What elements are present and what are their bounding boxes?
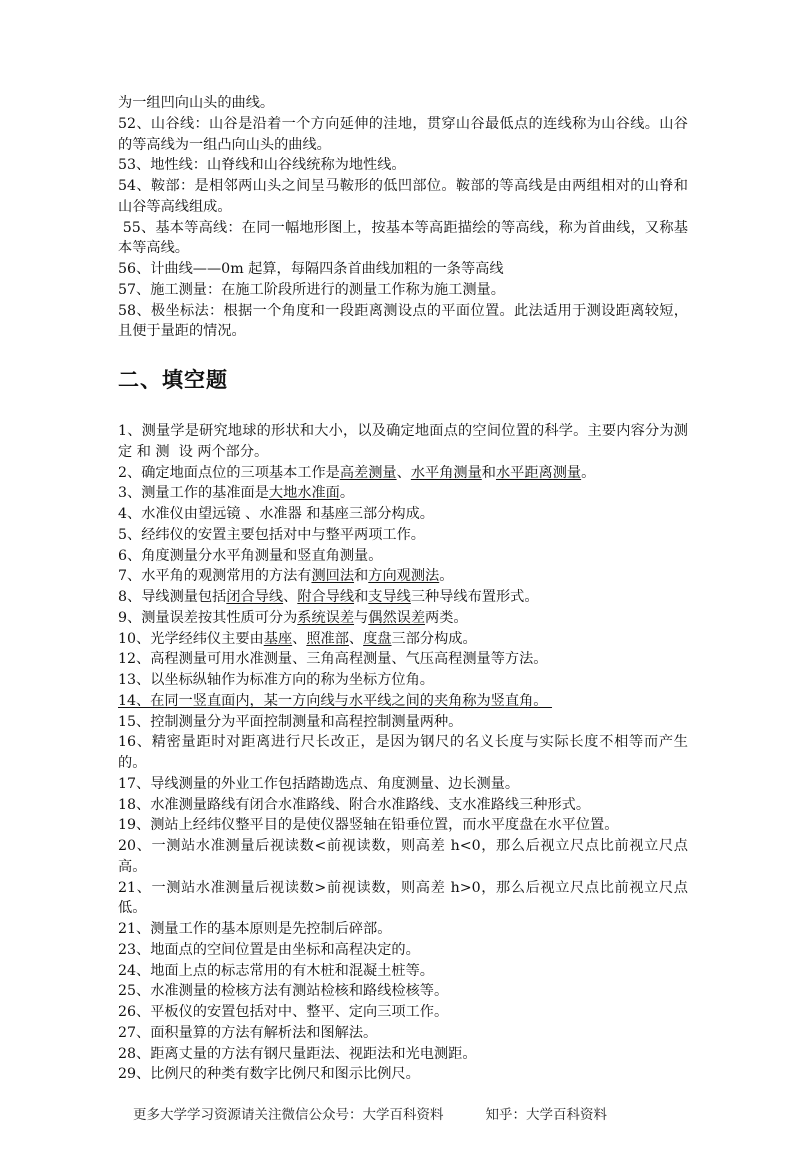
text-segment: 。 [439,568,454,585]
text-segment: 10、光学经纬仪主要由 [118,630,264,647]
text-segment: 27、面积量算的方法有解析法和图解法。 [118,1024,378,1041]
text-segment: 4、水准仪由望远镜 、水准器 和基座三部分构成。 [118,506,434,522]
paragraph [118,629,688,650]
text-segment: 56、计曲线——0m 起算，每隔四条首曲线加粗的一条等高线 [118,261,504,277]
underlined-answer: 水平距离测量 [495,464,582,481]
paragraph [118,546,688,567]
section-heading: 二、填空题 [118,368,228,392]
text-segment: 1、测量学是研究地球的形状和大小，以及确定地面点的空间位置的科学。主要内容分为测定 和 测 设 两个部分。 [118,423,688,460]
paragraph [118,218,688,260]
text-segment: 。 [581,464,596,481]
footer [133,1105,698,1125]
text-segment: 8、导线测量包括 [118,589,227,605]
paragraph [118,919,688,940]
underlined-answer: 大地水准面 [268,485,340,502]
text-segment: 、 [283,589,298,605]
paragraph [118,587,688,608]
text-segment: 25、水准测量的检核方法有测站检核和路线检核等。 [118,983,449,1000]
text-segment: 26、平板仪的安置包括对中、整平、定向三项工作。 [118,1004,449,1020]
text-segment: 、 [396,464,411,481]
text-segment: 。 [339,485,355,502]
underlined-answer: 14、在同一竖直面内，某一方向线与水平线之间的夹角称为竖直角。 [118,692,553,709]
text-segment: 55、基本等高线：在同一幅地形图上，按基本等高距描绘的等高线，称为首曲线，又称基本等高线。 [118,219,688,257]
text-segment: 21、一测站水准测量后视读数>前视读数，则高差 h>0，那么后视立尺点比前视立尺点低。 [118,879,688,917]
text-segment: 7、水平角的观测常用的方法有 [118,568,312,585]
underlined-answer: 高差测量 [339,464,397,481]
text-segment: 、 [292,630,307,647]
paragraph [118,1064,688,1085]
text-segment: 20、一测站水准测量后视读数<前视读数，则高差 h<0，那么后视立尺点比前视立尺点高。 [118,838,688,875]
underlined-answer: 度盘 [363,630,392,647]
text-segment: 52、山谷线：山谷是沿着一个方向延伸的洼地，贯穿山谷最低点的连线称为山谷线。山谷的等高线为一组凸向山头的曲线。 [118,115,688,153]
paragraph [118,504,688,525]
text-segment: 13、以坐标纵轴作为标准方向的称为坐标方位角。 [118,672,434,688]
paragraph [118,815,688,836]
text-segment: 54、鞍部：是相邻两山头之间呈马鞍形的低凹部位。鞍部的等高线是由两组相对的山脊和山谷等高线组成。 [118,178,688,215]
paragraph [118,691,688,712]
paragraph [118,774,688,795]
text-segment: 和 [481,464,496,481]
paragraph [118,155,688,176]
underlined-answer: 系统误差 [297,609,355,626]
definitions-section [118,93,688,342]
footer-zhihu-note: 知乎：大学百科资料 [485,1107,607,1123]
text-segment: 和 [354,589,369,605]
text-segment: 5、经纬仪的安置主要包括对中与整平两项工作。 [118,526,425,543]
underlined-answer: 支导线 [368,589,411,605]
text-segment: 18、水准测量路线有闭合水准路线、附合水准路线、支水准路线三种形式。 [118,796,591,813]
paragraph [118,1044,688,1065]
paragraph [118,795,688,816]
text-segment: 23、地面点的空间位置是由坐标和高程决定的。 [118,941,420,958]
text-segment: 三部分构成。 [391,630,477,647]
fill-in-blank-section [118,421,688,1085]
text-segment: 和 [354,568,369,585]
paragraph [118,1023,688,1044]
underlined-answer: 附合导线 [297,589,355,605]
paragraph [118,463,688,484]
underlined-answer: 基座 [263,630,293,647]
text-segment: 两类。 [425,609,468,626]
text-segment: 与 [354,609,369,626]
paragraph [118,566,688,587]
paragraph [118,301,688,343]
text-segment: 28、距离丈量的方法有钢尺量距法、视距法和光电测距。 [118,1045,477,1062]
paragraph [118,649,688,670]
paragraph [118,981,688,1002]
underlined-answer: 水平角测量 [410,464,482,481]
text-segment: 3、测量工作的基准面是 [118,485,269,502]
text-segment: 9、测量误差按其性质可分为 [118,609,298,626]
text-segment: 2、确定地面点位的三项基本工作是 [118,464,340,481]
paragraph [118,280,688,301]
paragraph [118,940,688,961]
underlined-answer: 测回法 [311,568,355,585]
paragraph [118,176,688,218]
text-segment: 16、精密量距时对距离进行尺长改正，是因为钢尺的名义长度与实际长度不相等而产生的。 [118,734,688,771]
text-segment: 6、角度测量分水平角测量和竖直角测量。 [118,547,383,564]
text-segment: 58、极坐标法：根据一个角度和一段距离测设点的平面位置。此法适用于测设距离较短，且便于量距的情况。 [118,302,688,340]
text-segment: 21、测量工作的基本原则是先控制后碎部。 [118,921,392,937]
underlined-answer: 方向观测法 [368,568,440,585]
underlined-answer: 照准部 [306,630,349,647]
paragraph [118,93,688,114]
paragraph [118,836,688,878]
paragraph [118,483,688,504]
text-segment: 17、导线测量的外业工作包括踏勘选点、角度测量、边长测量。 [118,775,520,792]
text-segment: 三种导线布置形式。 [410,589,539,605]
text-segment: 53、地性线：山脊线和山谷线统称为地性线。 [118,157,406,174]
paragraph [118,114,688,156]
paragraph [118,608,688,629]
text-segment: 29、比例尺的种类有数字比例尺和图示比例尺。 [118,1066,420,1083]
text-segment: 15、控制测量分为平面控制测量和高程控制测量两种。 [118,713,463,730]
underlined-answer: 闭合导线 [226,589,284,605]
paragraph [118,1002,688,1023]
paragraph [118,732,688,774]
text-segment: 、 [348,630,364,647]
text-segment: 24、地面上点的标志常用的有木桩和混凝土桩等。 [118,962,434,979]
text-segment: 为一组凹向山头的曲线。 [118,95,275,111]
text-segment: 57、施工测量：在施工阶段所进行的测量工作称为施工测量。 [118,281,505,298]
paragraph [118,712,688,733]
text-segment: 19、测站上经纬仪整平目的是使仪器竖轴在铅垂位置，而水平度盘在水平位置。 [118,817,619,834]
underlined-answer: 偶然误差 [368,609,426,626]
paragraph [118,259,688,280]
paragraph [118,670,688,691]
paragraph [118,421,688,463]
text-segment: 12、高程测量可用水准测量、三角高程测量、气压高程测量等方法。 [118,651,548,668]
paragraph [118,525,688,546]
paragraph [118,878,688,920]
footer-wechat-note: 更多大学学习资源请关注微信公众号：大学百科资料 [133,1107,444,1123]
paragraph [118,961,688,982]
